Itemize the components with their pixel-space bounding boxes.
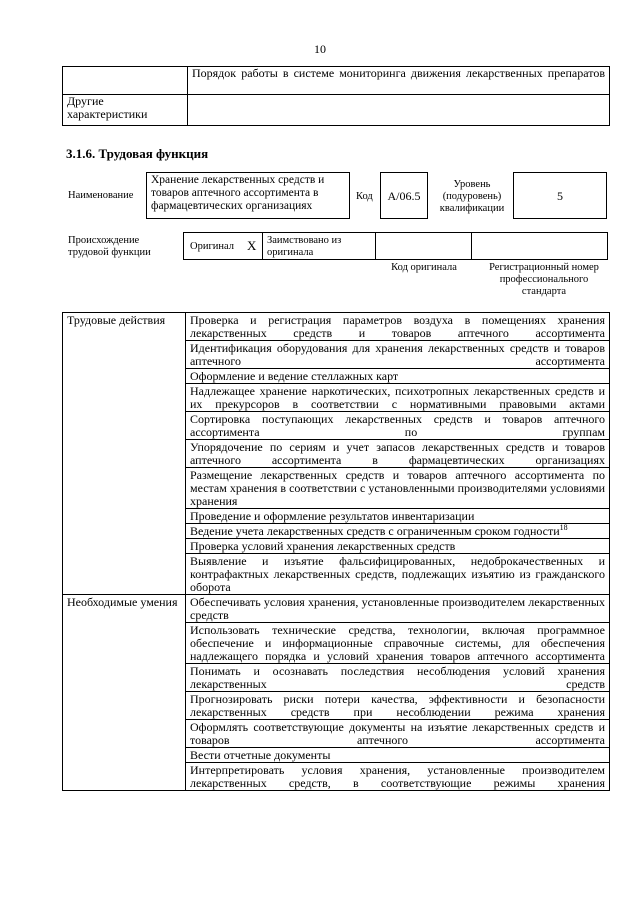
skill-item: Понимать и осознавать последствия несоблюдения условий хранения лекарственных средств — [186, 664, 610, 692]
page-number: 10 — [314, 42, 326, 56]
registration-number-caption: Регистрационный номер профессионального стандарта — [489, 262, 599, 297]
labor-action-item: Сортировка поступающих лекарственных средств и товаров аптечного ассортимента по группам — [186, 412, 610, 440]
skill-item: Вести отчетные документы — [186, 748, 610, 763]
borrowed-cell — [262, 232, 376, 260]
labor-action-item: Проверка и регистрация параметров воздуха в помещениях хранения лекарственных средств и товаров аптечного ассортимента — [186, 313, 610, 341]
skill-item: Использовать технические средства, технологии, включая программное обеспечение и информационные справочные системы, для обеспечения надлежащего порядка и условий хранения товаров аптечного ассортимента — [186, 623, 610, 664]
function-details-table — [62, 312, 610, 791]
original-code-cell — [375, 232, 472, 260]
function-name-box: Хранение лекарственных средств и товаров аптечного ассортимента в фармацевтических организациях — [146, 172, 350, 219]
required-skills-label: Необходимые умения — [63, 595, 186, 791]
original-code-caption: Код оригинала — [391, 262, 457, 273]
table-cell-text: Порядок работы в системе мониторинга движения лекарственных препаратов — [188, 67, 610, 95]
labor-action-item: Оформление и ведение стеллажных карт — [186, 369, 610, 384]
qualification-level-box: 5 — [513, 172, 607, 219]
table-row — [63, 67, 610, 95]
footnote-ref: 18 — [559, 523, 568, 532]
labor-action-text: Ведение учета лекарственных средств с ограниченным сроком годности — [190, 524, 560, 538]
original-mark: X — [247, 238, 257, 253]
labor-actions-label: Трудовые действия — [63, 313, 186, 595]
skill-item: Оформлять соответствующие документы на изъятие лекарственных средств и товаров аптечного ассортимента — [186, 720, 610, 748]
skill-item: Интерпретировать условия хранения, установленные производителем лекарственных средств, в соответствующие режимы хранения — [186, 763, 610, 791]
labor-action-item: Проверка условий хранения лекарственных средств — [186, 539, 610, 554]
labor-action-item: Надлежащее хранение наркотических, психотропных лекарственных средств и их прекурсоров в соответствии с нормативными правовыми актами — [186, 384, 610, 412]
labor-action-item — [186, 524, 610, 539]
name-label: Наименование — [68, 190, 134, 201]
other-characteristics-value — [188, 95, 610, 126]
skill-item: Прогнозировать риски потери качества, эффективности и безопасности лекарственных средств при несоблюдении режима хранения — [186, 692, 610, 720]
section-title: 3.1.6. Трудовая функция — [66, 146, 209, 161]
labor-action-item: Выявление и изъятие фальсифицированных, недоброкачественных и контрафактных лекарственных средств, подлежащих изъятию из гражданского оборота — [186, 554, 610, 595]
origin-label: Происхождение трудовой функции — [68, 235, 151, 258]
labor-action-item: Идентификация оборудования для хранения лекарственных средств и товаров аптечного ассортимента — [186, 341, 610, 369]
table-cell-empty — [63, 67, 188, 95]
code-label: Код — [356, 191, 373, 202]
other-characteristics-label: Другие характеристики — [63, 95, 188, 126]
qualification-level-label: Уровень (подуровень) квалификации — [439, 179, 505, 214]
table-row — [63, 95, 610, 126]
original-label: Оригинал — [190, 241, 234, 252]
registration-number-cell — [471, 232, 608, 260]
labor-action-item: Упорядочение по сериям и учет запасов лекарственных средств и товаров аптечного ассортимента в фармацевтических организациях — [186, 440, 610, 468]
table-row — [63, 313, 610, 341]
function-code-box: A/06.5 — [380, 172, 428, 219]
labor-action-item: Размещение лекарственных средств и товаров аптечного ассортимента по местам хранения в соответствии с установленными производителями условиями хранения — [186, 468, 610, 509]
table-row — [63, 595, 610, 623]
original-cell — [183, 232, 263, 260]
borrowed-label: Заимствовано из оригинала — [267, 235, 342, 258]
skill-item: Обеспечивать условия хранения, установленные производителем лекарственных средств — [186, 595, 610, 623]
previous-function-table — [62, 66, 610, 126]
labor-action-item: Проведение и оформление результатов инвентаризации — [186, 509, 610, 524]
